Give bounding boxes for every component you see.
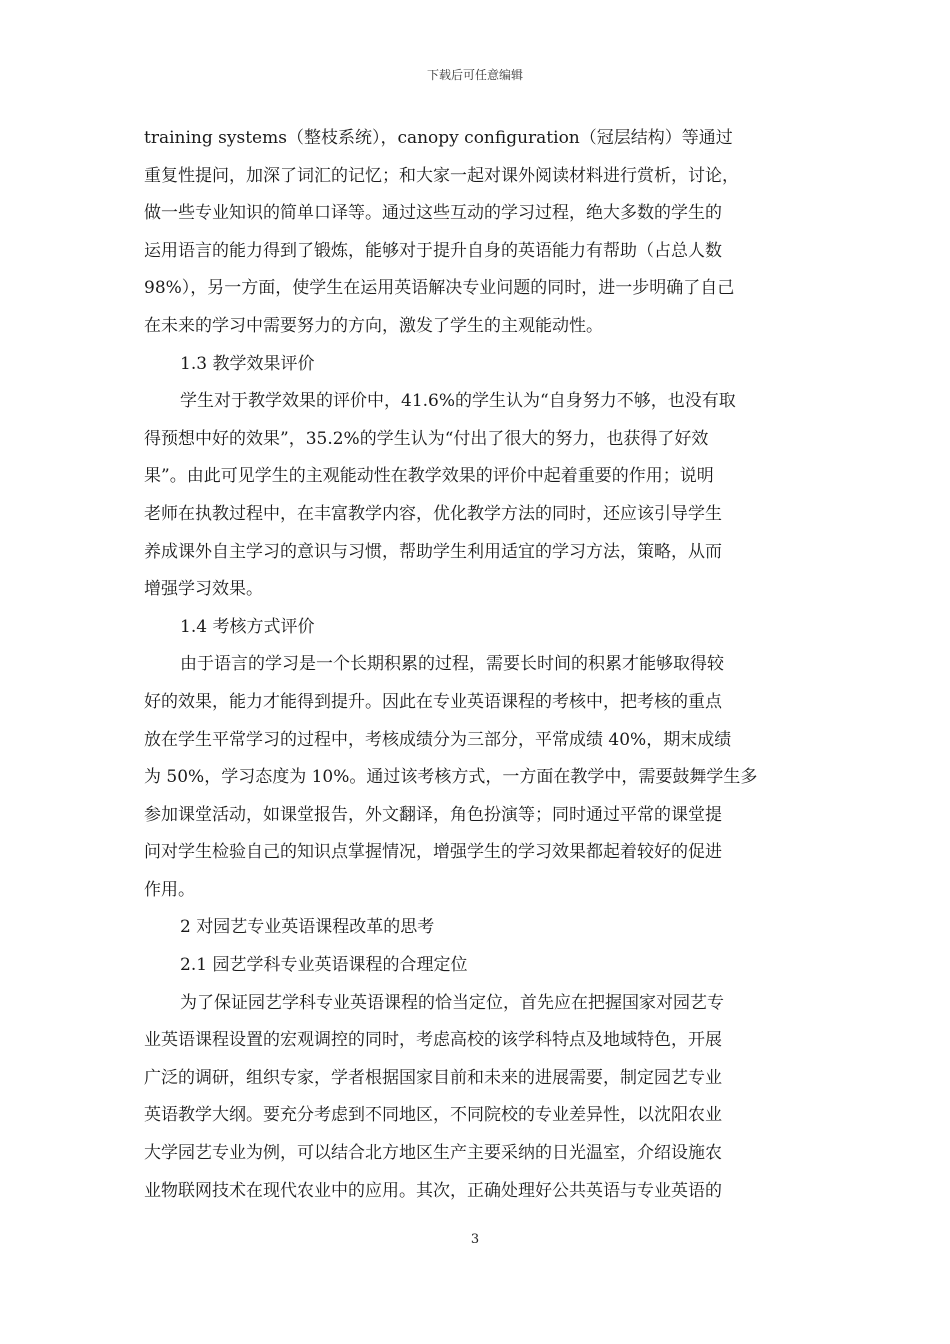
text-line: 大学园艺专业为例，可以结合北方地区生产主要采纳的日光温室，介绍设施农 bbox=[144, 1143, 722, 1164]
text-line: 作用。 bbox=[144, 879, 195, 900]
text-line: 增强学习效果。 bbox=[144, 579, 263, 600]
text-line: 在未来的学习中需要努力的方向，激发了学生的主观能动性。 bbox=[144, 315, 603, 336]
text-line: 问对学生检验自己的知识点掌握情况，增强学生的学习效果都起着较好的促进 bbox=[144, 842, 722, 863]
text-line: 果”。由此可见学生的主观能动性在教学效果的评价中起着重要的作用；说明 bbox=[144, 466, 714, 487]
text-line: 放在学生平常学习的过程中，考核成绩分为三部分，平常成绩 40%，期末成绩 bbox=[144, 729, 732, 750]
text-line: 好的效果，能力才能得到提升。因此在专业英语课程的考核中，把考核的重点 bbox=[144, 691, 722, 712]
text-line: 1.3 教学效果评价 bbox=[180, 353, 315, 374]
text-line: 2.1 园艺学科专业英语课程的合理定位 bbox=[180, 955, 468, 976]
page-header: 下载后可任意编辑 bbox=[426, 68, 523, 82]
text-line: 2 对园艺专业英语课程改革的思考 bbox=[180, 917, 435, 938]
text-line: 业物联网技术在现代农业中的应用。其次，正确处理好公共英语与专业英语的 bbox=[144, 1180, 722, 1201]
text-line: 参加课堂活动，如课堂报告，外文翻译，角色扮演等；同时通过平常的课堂提 bbox=[144, 804, 722, 825]
text-line: training systems（整枝系统），canopy configuration（冠层结构）等通过 bbox=[144, 128, 733, 148]
document-body bbox=[144, 120, 810, 1210]
text-line: 学生对于教学效果的评价中，41.6%的学生认为“自身努力不够，也没有取 bbox=[180, 391, 736, 412]
text-line: 业英语课程设置的宏观调控的同时，考虑高校的该学科特点及地域特色，开展 bbox=[144, 1030, 722, 1051]
text-line: 为了保证园艺学科专业英语课程的恰当定位，首先应在把握国家对园艺专 bbox=[180, 992, 724, 1013]
text-line: 98%），另一方面，使学生在运用英语解决专业问题的同时，进一步明确了自己 bbox=[144, 278, 735, 299]
text-line: 做一些专业知识的简单口译等。通过这些互动的学习过程，绝大多数的学生的 bbox=[144, 203, 722, 224]
text-line: 运用语言的能力得到了锻炼，能够对于提升自身的英语能力有帮助（占总人数 bbox=[144, 240, 722, 261]
text-line: 1.4 考核方式评价 bbox=[180, 616, 315, 637]
text-line: 老师在执教过程中，在丰富教学内容，优化教学方法的同时，还应该引导学生 bbox=[144, 503, 722, 524]
text-line: 英语教学大纲。要充分考虑到不同地区，不同院校的专业差异性，以沈阳农业 bbox=[144, 1105, 722, 1126]
text-line: 为 50%，学习态度为 10%。通过该考核方式，一方面在教学中，需要鼓舞学生多 bbox=[144, 767, 758, 788]
page-number: 3 bbox=[470, 1232, 480, 1247]
text-line: 广泛的调研，组织专家，学者根据国家目前和未来的进展需要，制定园艺专业 bbox=[144, 1067, 722, 1088]
text-line: 重复性提问，加深了词汇的记忆；和大家一起对课外阅读材料进行赏析，讨论， bbox=[144, 165, 739, 186]
text-line: 养成课外自主学习的意识与习惯，帮助学生利用适宜的学习方法，策略，从而 bbox=[144, 541, 722, 562]
text-line: 得预想中好的效果”，35.2%的学生认为“付出了很大的努力，也获得了好效 bbox=[144, 428, 709, 449]
text-line: 由于语言的学习是一个长期积累的过程，需要长时间的积累才能够取得较 bbox=[180, 654, 724, 675]
